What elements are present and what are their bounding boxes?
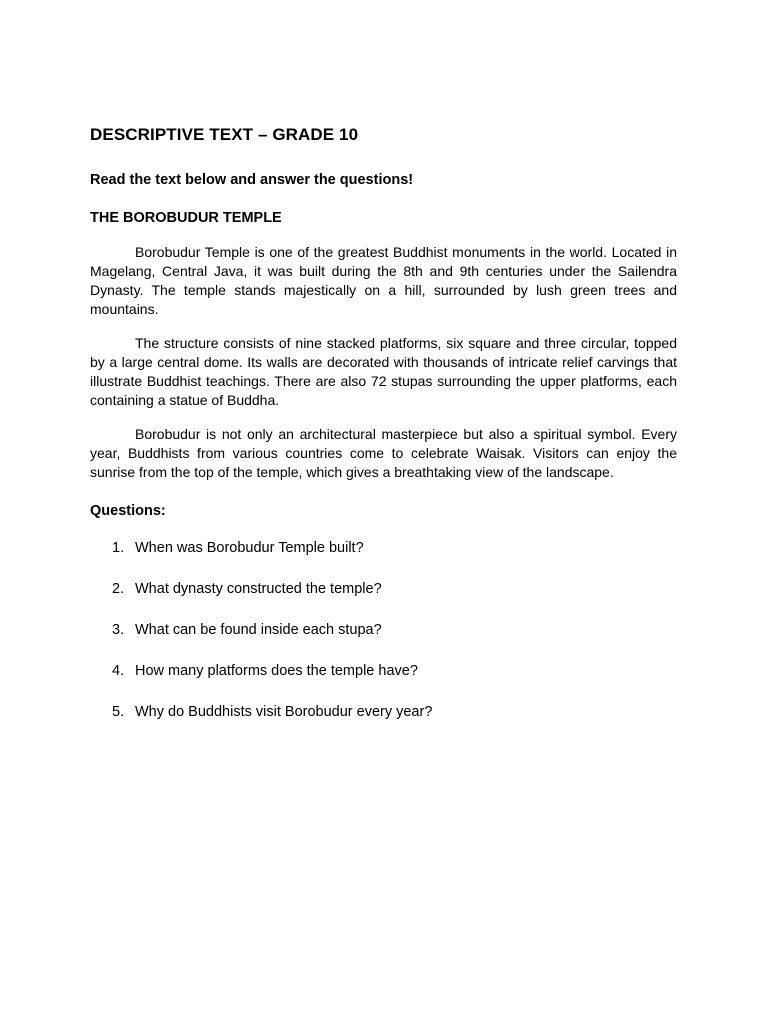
question-item-1 <box>90 539 677 557</box>
question-number: 4. <box>112 663 125 679</box>
question-item-4 <box>90 662 677 680</box>
question-list <box>90 539 677 721</box>
paragraph-3: Borobudur is not only an architectural masterpiece but also a spiritual symbol. Every year, Buddhists from various countries come to celebrate Waisak. Visitors can enjoy the sunrise from the top of the temple, which gives a breathtaking view of the landscape. <box>90 426 677 480</box>
question-item-2 <box>90 580 677 598</box>
document-title: DESCRIPTIVE TEXT – GRADE 10 <box>90 125 359 144</box>
question-number: 1. <box>112 540 125 556</box>
instruction-text: Read the text below and answer the questions! <box>90 172 414 188</box>
question-item-3 <box>90 621 677 639</box>
question-text: What can be found inside each stupa? <box>135 622 382 638</box>
question-text: Why do Buddhists visit Borobudur every year? <box>135 704 433 720</box>
question-item-5 <box>90 703 677 721</box>
paragraph-2: The structure consists of nine stacked platforms, six square and three circular, topped by a large central dome. Its walls are decorated with thousands of intricate relief carvings that illustrate Buddhist teachings. There are also 72 stupas surrounding the upper platforms, each containing a statue of Buddha. <box>90 335 677 408</box>
question-number: 3. <box>112 622 125 638</box>
question-number: 2. <box>112 581 125 597</box>
reading-text-title: THE BOROBUDUR TEMPLE <box>90 210 282 226</box>
paragraph-1: Borobudur Temple is one of the greatest Buddhist monuments in the world. Located in Magelang, Central Java, it was built during the 8th and 9th centuries under the Sailendra Dynasty. The temple stands majestically on a hill, surrounded by lush green trees and mountains. <box>90 244 677 317</box>
document-content <box>90 124 677 744</box>
question-text: When was Borobudur Temple built? <box>135 540 364 556</box>
question-text: What dynasty constructed the temple? <box>135 581 382 597</box>
questions-heading: Questions: <box>90 503 166 519</box>
question-number: 5. <box>112 704 125 720</box>
question-text: How many platforms does the temple have? <box>135 663 418 679</box>
